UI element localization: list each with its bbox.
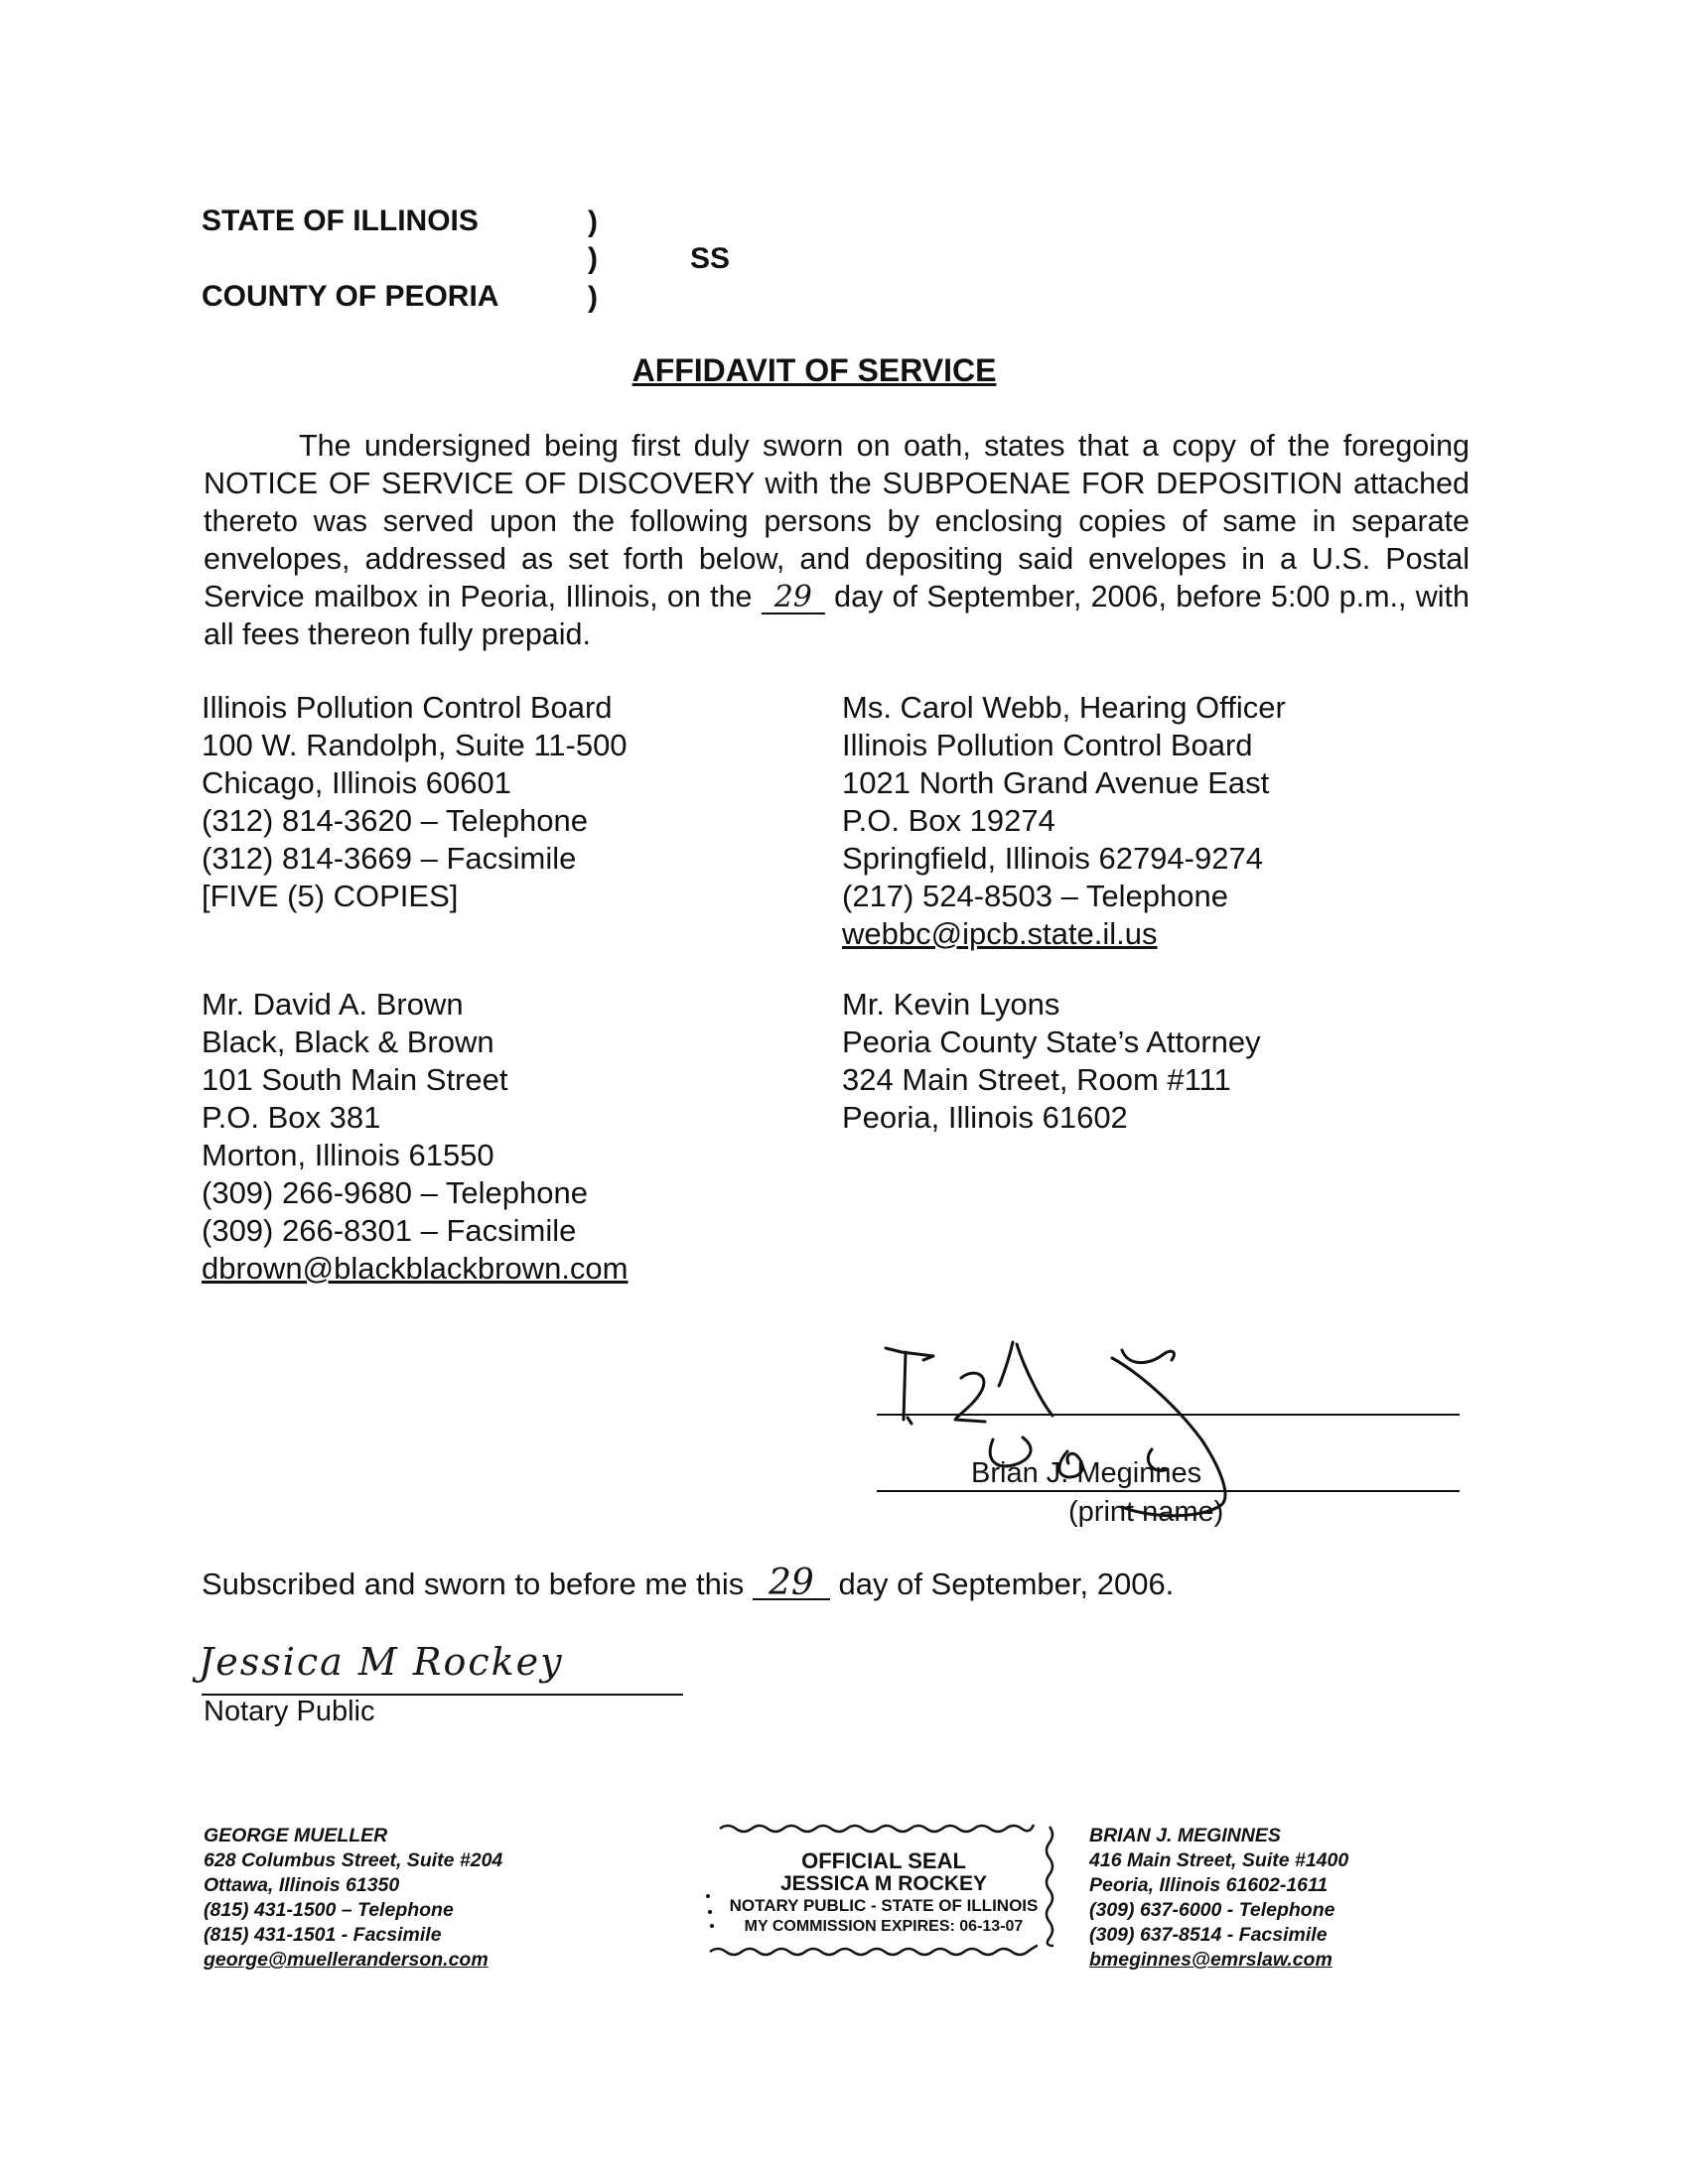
service-day-handwritten: 29 — [762, 583, 825, 614]
notary-public-label: Notary Public — [204, 1696, 375, 1727]
jurat-day-handwritten: 29 — [753, 1569, 830, 1600]
official-notary-seal: OFFICIAL SEAL JESSICA M ROCKEY NOTARY PUBLIC - STATE OF ILLINOIS MY COMMISSION EXPIRES: 06-13-07 — [700, 1805, 1067, 1974]
recipient-ipcb: Illinois Pollution Control Board 100 W. Randolph, Suite 11-500 Chicago, Illinois 60601 (312) 814-3620 – Telephone (312) 814-3669 – Facsimile [FIVE (5) COPIES] — [202, 690, 628, 913]
notary-signature: Jessica M Rockey — [199, 1640, 564, 1684]
recipient-brown: Mr. David A. Brown Black, Black & Brown 101 South Main Street P.O. Box 381 Morton, Illinois 61550 (309) 266-9680 – Telephone (309) 266-8301 – Facsimile dbrown@blackblackbrown.com — [202, 987, 629, 1286]
jurat-line: Subscribed and sworn to before me this 29 day of September, 2006. — [202, 1563, 1175, 1603]
affiant-printed-name: Brian J. Meginnes — [971, 1457, 1202, 1489]
print-name-caption: (print name) — [1068, 1496, 1224, 1528]
venue-ss: SS — [690, 242, 731, 275]
footer-attorney-meginnes: BRIAN J. MEGINNES 416 Main Street, Suite #1400 Peoria, Illinois 61602-1611 (309) 637-6000 - Telephone (309) 637-8514 - Facsimile bmeginnes@emrslaw.com — [1089, 1825, 1349, 1971]
meginnes-email-link[interactable]: bmeginnes@emrslaw.com — [1089, 1949, 1333, 1971]
mueller-email-link[interactable]: george@muelleranderson.com — [204, 1949, 489, 1971]
document-title: AFFIDAVIT OF SERVICE — [632, 352, 997, 388]
brown-email-link[interactable]: dbrown@blackblackbrown.com — [202, 1251, 629, 1286]
footer-attorney-mueller: GEORGE MUELLER 628 Columbus Street, Suite #204 Ottawa, Illinois 61350 (815) 431-1500 – Telephone (815) 431-1501 - Facsimile george@muelleranderson.com — [204, 1825, 503, 1971]
venue-paren-3: ) — [588, 281, 598, 314]
affidavit-paragraph: The undersigned being first duly sworn on oath, states that a copy of the foregoing NOTICE OF SERVICE OF DISCOVERY with the SUBPOENAE FOR DEPOSITION attached thereto was served upon the following persons by enclosing copies of same in separate envelopes, addressed as set forth below, and depositing said envelopes in a U.S. Postal Service mailbox in Peoria, Illinois, on the 29 day of September, 2006, before 5:00 p.m., with all fees thereon fully prepaid. — [204, 429, 1470, 651]
recipient-lyons: Mr. Kevin Lyons Peoria County State’s Attorney 324 Main Street, Room #111 Peoria, Illinois 61602 — [842, 987, 1261, 1135]
venue-paren-2: ) — [588, 242, 598, 275]
venue-state: STATE OF ILLINOIS — [202, 205, 479, 237]
affiant-signature-scrawl — [874, 1330, 1311, 1529]
webb-email-link[interactable]: webbc@ipcb.state.il.us — [842, 916, 1158, 951]
venue-county: COUNTY OF PEORIA — [202, 280, 499, 313]
recipient-webb: Ms. Carol Webb, Hearing Officer Illinois Pollution Control Board 1021 North Grand Avenue East P.O. Box 19274 Springfield, Illinois 62794-9274 (217) 524-8503 – Telephone webbc@ipcb.state.il.us — [842, 690, 1286, 951]
venue-paren-1: ) — [588, 205, 598, 238]
